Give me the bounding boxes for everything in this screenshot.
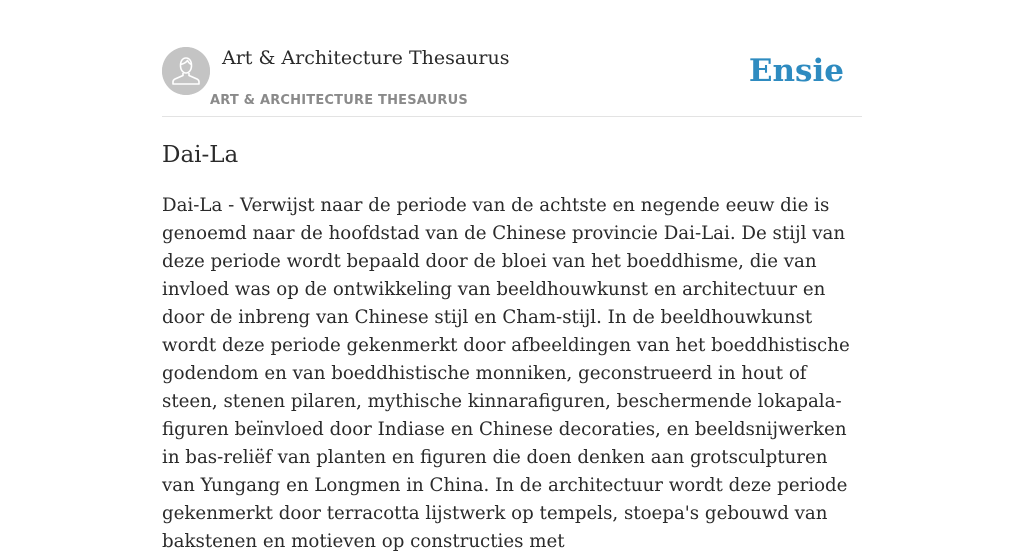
term-title: Dai-La: [162, 142, 239, 168]
ensie-logo[interactable]: Ensie: [748, 53, 844, 89]
source-subtitle[interactable]: ART & ARCHITECTURE THESAURUS: [210, 93, 468, 108]
source-header: [162, 46, 862, 117]
source-title[interactable]: Art & Architecture Thesaurus: [222, 47, 510, 69]
definition-text: Dai-La - Verwijst naar de periode van de achtste en negende eeuw die is genoemd naar de hoofdstad van de Chinese provincie Dai-Lai. De stijl van deze periode wordt bepaald door de bloei van het boeddhisme, die van invloed was op de ontwikkeling van beeldhouwkunst en architectuur en door de inbreng van Chinese stijl en Cham-stijl. In de beeldhouwkunst wordt deze periode gekenmerkt door afbeeldingen van het boeddhistische godendom en van boeddhistische monniken, geconstrueerd in hout of steen, stenen pilaren, mythische kinnarafiguren, beschermende lokapala-figuren beïnvloed door Indiase en Chinese decoraties, en beeldsnijwerken in bas-reliëf van planten en figuren die doen denken aan grotsculpturen van Yungang en Longmen in China. In de architectuur wordt deze periode gekenmerkt door terracotta lijstwerk op tempels, stoepa's gebouwd van bakstenen en motieven op constructies met: [162, 195, 850, 552]
avatar[interactable]: [162, 47, 210, 95]
user-silhouette-icon: [162, 47, 210, 95]
